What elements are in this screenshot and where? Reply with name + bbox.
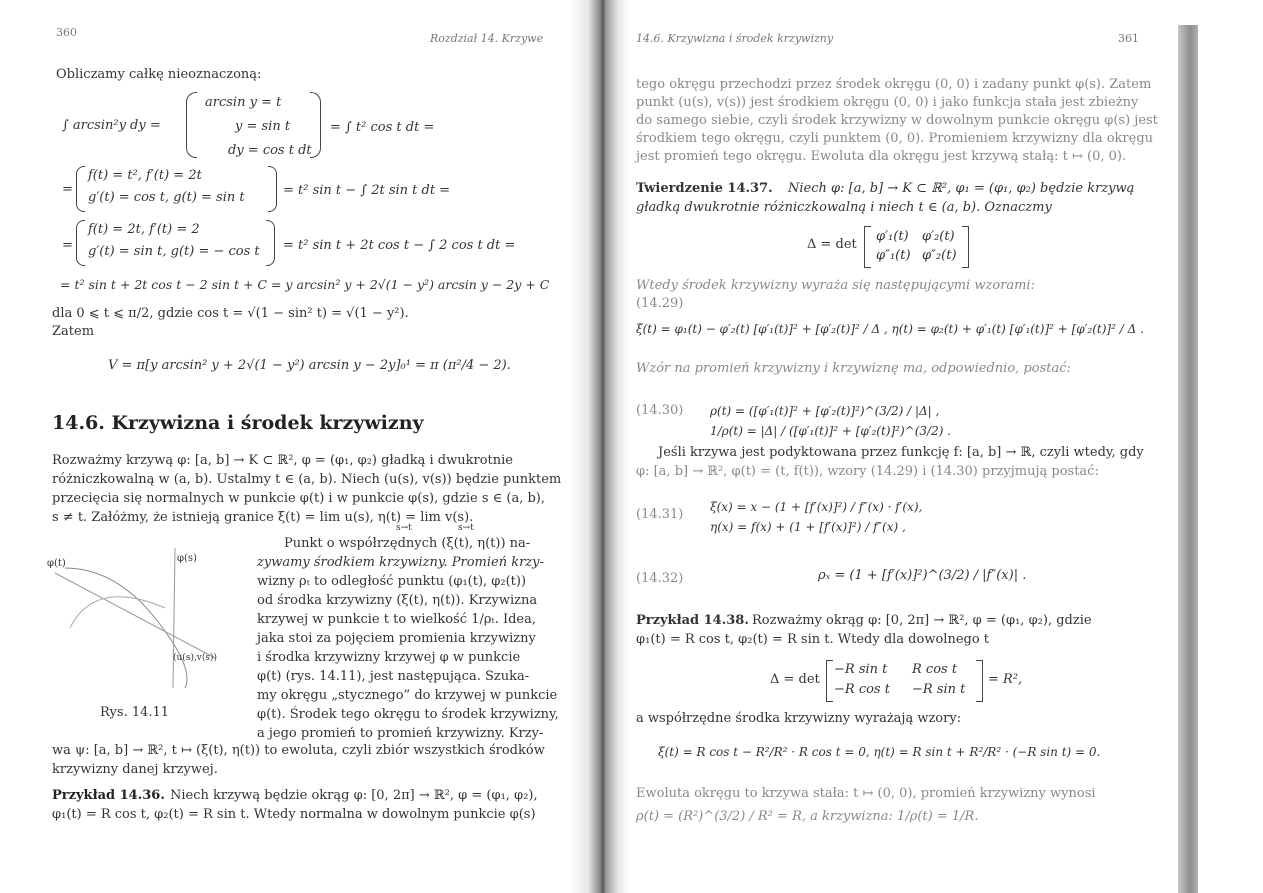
matrix-cell: −R cos t: [834, 682, 890, 697]
delta-lhs: Δ = det: [807, 237, 857, 252]
para3-line: krzywizny danej krzywej.: [52, 762, 218, 777]
eq2-right: = t² sin t − ∫ 2t sin t dt =: [283, 183, 451, 198]
brace-right: [266, 220, 275, 266]
integral-eq1-right: = ∫ t² cos t dt =: [330, 120, 435, 135]
eq3-sub1: f(t) = 2t, f′(t) = 2: [88, 222, 200, 237]
right-page: [612, 0, 1182, 893]
final-line: ρ(t) = (R²)^(3/2) / R² = R, a krzywizna: 1/ρ(t) = 1/R.: [636, 809, 979, 824]
para1-line: różniczkowalną w (a, b). Ustalmy t ∈ (a, b). Niech (u(s), v(s)) będzie punktem: [52, 472, 562, 487]
para1-line: środkiem tego okręgu, czyli punktem (0, 0). Promieniem krzywizny dla okręgu: [636, 131, 1154, 146]
para2-line: od środka krzywizny (ξ(t), η(t)). Krzywizna: [257, 593, 538, 608]
eq3-right: = t² sin t + 2t cos t − ∫ 2 cos t dt =: [283, 238, 516, 253]
intro-text: Obliczamy całkę nieoznaczoną:: [56, 67, 262, 82]
eq-label: (14.32): [636, 571, 684, 586]
para1-line: s ≠ t. Załóżmy, że istnieją granice ξ(t) = lim u(s), η(t) = lim v(s).: [52, 510, 474, 525]
wtedy-text: Wtedy środek krzywizny wyraża się następującymi wzorami:: [636, 278, 1035, 293]
volume-eq: V = π[y arcsin² y + 2√(1 − y²) arcsin y − 2y]₀¹ = π (π²/4 − 2).: [108, 358, 511, 373]
example-line: φ₁(t) = R cos t, φ₂(t) = R sin t. Wtedy normalna w dowolnym punkcie φ(s): [52, 807, 536, 822]
lim-subscript: s→t: [396, 523, 412, 533]
example-title: Przykład 14.38.: [636, 613, 749, 628]
left-page: [0, 0, 585, 893]
para2-line: jaka stoi za pojęciem promienia krzywizny: [257, 631, 536, 646]
brace-left: [186, 92, 197, 158]
para2-line: krzywej w punkcie t to wielkość 1/ρₜ. Idea,: [257, 612, 536, 627]
para1-line: Rozważmy krzywą φ: [a, b] → K ⊂ ℝ², φ = (φ₁, φ₂) gładką i dwukrotnie: [52, 453, 513, 468]
para2-line: Punkt o współrzędnych (ξ(t), η(t)) na-: [284, 536, 531, 551]
final-line: Ewoluta okręgu to krzywa stała: t ↦ (0, 0), promień krzywizny wynosi: [636, 786, 1096, 801]
brace-left: [76, 220, 85, 266]
running-head: Rozdział 14. Krzywe: [430, 32, 544, 45]
delta2-lhs: Δ = det: [770, 672, 820, 687]
running-head: 14.6. Krzywizna i środek krzywizny: [636, 32, 834, 45]
condition-text: dla 0 ⩽ t ⩽ π/2, gdzie cos t = √(1 − sin² t) = √(1 − y²).: [52, 306, 409, 321]
eq-label: (14.30): [636, 403, 684, 418]
matrix-cell: R cos t: [912, 662, 958, 677]
para2-line: i środka krzywizny krzywej φ w punkcie: [257, 650, 521, 665]
brace-right: [310, 92, 321, 158]
example-title: Przykład 14.36.: [52, 788, 165, 803]
lim-subscript: s→t: [458, 523, 474, 533]
wzor-text: Wzór na promień krzywizny i krzywiznę ma, odpowiednio, postać:: [636, 361, 1071, 376]
figure-caption: Rys. 14.11: [100, 705, 170, 720]
matrix-bracket-right: [976, 660, 983, 702]
para2-line: wizny ρₜ to odległość punktu (φ₁(t), φ₂(t)): [257, 574, 527, 589]
matrix-cell: −R sin t: [912, 682, 966, 697]
para2-line: a jego promień to promień krzywizny. Krzy-: [257, 726, 544, 741]
zatem-text: Zatem: [52, 324, 95, 339]
matrix-cell: φ′₂(t): [922, 229, 955, 244]
page-stack-edge: [1178, 25, 1198, 893]
page-number: 361: [1118, 32, 1139, 45]
eq2-sub2: g′(t) = cos t, g(t) = sin t: [88, 190, 245, 205]
theorem-line: gładką dwukrotnie różniczkowalną i niech t ∈ (a, b). Oznaczmy: [636, 200, 1052, 215]
example-line: Rozważmy okrąg φ: [0, 2π] → ℝ², φ = (φ₁, φ₂), gdzie: [752, 613, 1092, 628]
matrix-cell: −R sin t: [834, 662, 888, 677]
para2-line: my okręgu „stycznego” do krzywej w punkcie: [257, 688, 558, 703]
curvature-diagram: [55, 548, 235, 688]
coords-eq: ξ(t) = R cos t − R²/R² · R cos t = 0, η(t) = R sin t + R²/R² · (−R sin t) = 0.: [658, 745, 1101, 759]
para3-line: wa ψ: [a, b] → ℝ², t ↦ (ξ(t), η(t)) to ewoluta, czyli zbiór wszystkich środków: [52, 743, 545, 758]
eq4: = t² sin t + 2t cos t − 2 sin t + C = y arcsin² y + 2√(1 − y²) arcsin y − 2y + C: [60, 277, 550, 292]
eq-14-30-b: 1/ρ(t) = |Δ| / ([φ′₁(t)]² + [φ′₂(t)]²)^(3/2) .: [710, 424, 952, 438]
eq2-sub1: f(t) = t², f′(t) = 2t: [88, 168, 202, 183]
eq-14-31-a: ξ(x) = x − (1 + [f′(x)]²) / f″(x) · f′(x),: [710, 500, 923, 514]
brace-left: [76, 166, 85, 212]
matrix-cell: φ″₂(t): [922, 248, 957, 263]
eq3-sub2: g′(t) = sin t, g(t) = − cos t: [88, 244, 260, 259]
para1-line: do samego siebie, czyli środek krzywizny w dowolnym punkcie okręgu φ(s) jest: [636, 113, 1158, 128]
eq-label: (14.29): [636, 296, 684, 311]
eq-14-32: ρₓ = (1 + [f′(x)]²)^(3/2) / |f″(x)| .: [818, 568, 1027, 583]
figure-14-11: [47, 548, 235, 688]
matrix-cell: φ″₁(t): [876, 248, 911, 263]
theorem-line: Niech φ: [a, b] → K ⊂ ℝ², φ₁ = (φ₁, φ₂) będzie krzywą: [788, 181, 1135, 196]
theorem-title: Twierdzenie 14.37.: [636, 181, 773, 196]
matrix-cell: φ′₁(t): [876, 229, 909, 244]
brace-right: [268, 166, 277, 212]
delta2-rhs: = R²,: [988, 672, 1023, 687]
eq2-equals: =: [62, 182, 73, 197]
integral-eq1-left: ∫ arcsin²y dy =: [62, 118, 161, 133]
example-line: φ₁(t) = R cos t, φ₂(t) = R sin t. Wtedy dla dowolnego t: [636, 632, 990, 647]
para2-line: φ(t). Środek tego okręgu to środek krzywizny,: [257, 707, 559, 722]
matrix-bracket-right: [962, 226, 969, 268]
eq-14-31-b: η(x) = f(x) + (1 + [f′(x)]²) / f″(x) ,: [710, 520, 906, 534]
para1-line: jest promień tego okręgu. Ewoluta dla okręgu jest krzywą stałą: t ↦ (0, 0).: [636, 149, 1127, 164]
para2-line: φ: [a, b] → ℝ², φ(t) = (t, f(t)), wzory (14.29) i (14.30) przyjmują postać:: [636, 464, 1099, 479]
matrix-bracket-left: [826, 660, 833, 702]
label-uv: (u(s),v(s)): [173, 653, 218, 663]
para2-line: Jeśli krzywa jest podyktowana przez funkcję f: [a, b] → ℝ, czyli wtedy, gdy: [658, 445, 1144, 460]
subst-line3: dy = cos t dt: [228, 143, 312, 158]
subst-line1: arcsin y = t: [205, 95, 282, 110]
para1-line: przecięcia się normalnych w punkcie φ(t) i w punkcie φ(s), gdzie s ∈ (a, b),: [52, 491, 545, 506]
para2-line: zywamy środkiem krzywizny. Promień krzy-: [257, 555, 544, 570]
eq-label: (14.31): [636, 507, 684, 522]
label-phi-s: φ(s): [177, 553, 197, 564]
example-line: Niech krzywą będzie okrąg φ: [0, 2π] → ℝ², φ = (φ₁, φ₂),: [170, 788, 538, 803]
matrix-bracket-left: [864, 226, 871, 268]
eq-14-30-a: ρ(t) = ([φ′₁(t)]² + [φ′₂(t)]²)^(3/2) / |Δ| ,: [710, 404, 940, 418]
eq3-equals: =: [62, 238, 73, 253]
para1-line: tego okręgu przechodzi przez środek okręgu (0, 0) i zadany punkt φ(s). Zatem: [636, 77, 1152, 92]
para1-line: punkt (u(s), v(s)) jest środkiem okręgu (0, 0) i jako funkcja stała jest zbieżny: [636, 95, 1139, 110]
label-phi-t: φ(t): [47, 558, 66, 569]
section-title: 14.6. Krzywizna i środek krzywizny: [52, 412, 424, 434]
subst-line2: y = sin t: [235, 119, 291, 134]
para2-line: φ(t) (rys. 14.11), jest następująca. Szuka-: [257, 669, 530, 684]
eq-14-29: ξ(t) = φ₁(t) − φ′₂(t) [φ′₁(t)]² + [φ′₂(t)]² / Δ , η(t) = φ₂(t) + φ′₁(t) [φ′₁(t)]² + [φ′₂(t)]² / Δ .: [636, 322, 1144, 336]
page-number: 360: [56, 26, 77, 39]
coords-intro: a współrzędne środka krzywizny wyrażają wzory:: [636, 711, 962, 726]
